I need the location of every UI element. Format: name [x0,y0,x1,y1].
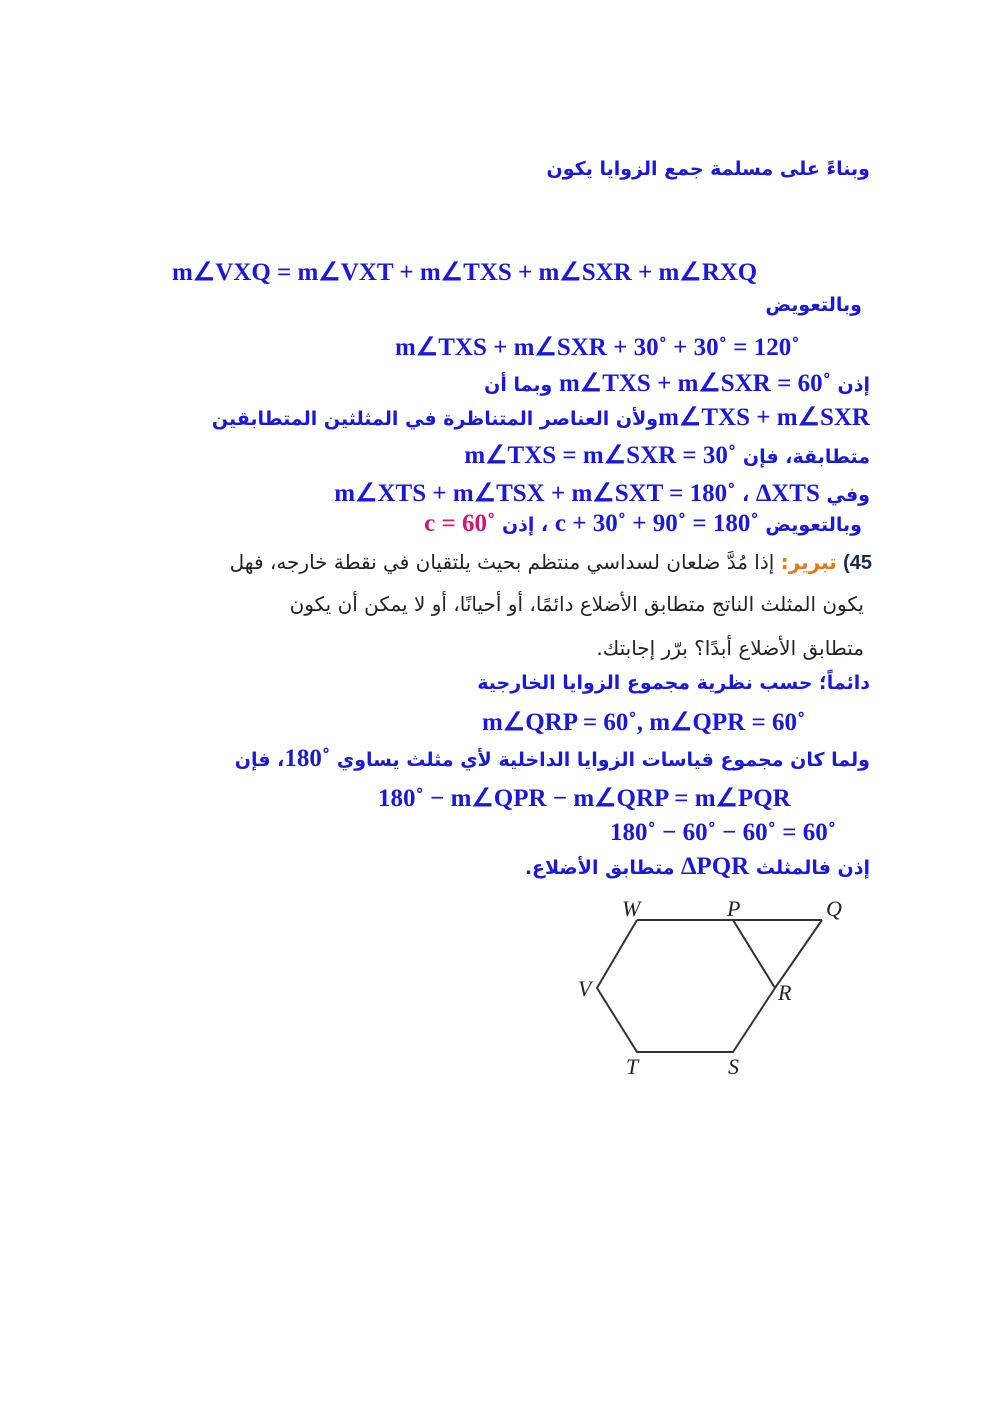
c-equation: c + 30˚ + 90˚ = 180˚ [554,510,759,537]
label-s: S [728,1054,739,1079]
angle-addition-equation: m∠VXQ = m∠VXT + m∠TXS + m∠SXR + m∠RXQ [172,259,758,286]
congruent-angles-equation: m∠TXS = m∠SXR = 30˚ [464,442,737,469]
solve-c-line [424,510,862,538]
since-word: وبما أن [484,374,553,396]
c-result: c = 60˚ [424,510,496,537]
sum-equation: m∠TXS + m∠SXR = 60˚ [558,370,831,397]
question-text-1: إذا مُدَّ ضلعان لسداسي منتظم بحيث يلتقيان في نقطة خارجه، فهل [229,550,775,574]
question-label: تبرير: [780,550,837,574]
then-word-2: ، إذن [501,514,549,536]
label-q: Q [826,896,842,921]
congruent-word: متطابقة، فإن [742,446,870,468]
interior-sum-line [235,745,870,773]
conclusion-then: إذن فالمثلث [755,857,870,879]
question-line-2: يكون المثلث الناتج متطابق الأضلاع دائمًا، أو أحيانًا، أو لا يمكن أن يكون [289,592,864,616]
answer-line-1 [477,672,870,694]
exterior-angles-equation: m∠QRP = 60˚, m∠QPR = 60˚ [482,709,806,736]
hexagon-figure [560,890,880,1080]
interior-sum-text: ولما كان مجموع قياسات الزوايا الداخلية لأي مثلث يساوي [336,749,870,771]
congruent-parts-line [212,402,870,432]
sum-result-line [484,368,870,398]
substitution-word: وبالتعويض [765,514,862,536]
label-t: T [626,1054,639,1079]
in-word: وفي [826,484,870,506]
congruent-parts-text: ولأن العناصر المتناظرة في المثلثين المتطابقين [211,408,659,430]
therefore-word: ، فإن [234,749,285,771]
label-w: W [622,896,641,921]
comma: ، [742,484,750,506]
triangle-pqr: ∆PQR [681,853,750,880]
congruent-angles-line [464,440,870,470]
then-word: إذن [837,374,870,396]
triangle-xts: ∆XTS [755,480,820,507]
label-v: V [578,976,592,1001]
angle-pair: m∠TXS + m∠SXR [658,404,870,431]
hexagon [597,920,775,1052]
triangle-sum-line [334,478,870,508]
label-p: P [727,896,741,921]
conclusion-equilateral: متطابق الأضلاع. [524,857,675,879]
question-line-1 [230,550,872,575]
extended-side-sq [775,920,822,988]
answer-always: دائماً؛ حسب نظرية مجموع الزوايا الخارجية [477,672,870,694]
pqr-angle-equation: 180˚ − m∠QPR − m∠QRP = m∠PQR [378,785,791,812]
triangle-sum-equation: m∠XTS + m∠TSX + m∠SXT = 180˚ [334,480,736,507]
conclusion-line [525,853,870,881]
question-line-3: متطابق الأضلاع أبدًا؟ برّر إجابتك. [596,636,864,660]
pqr-angle-computation: 180˚ − 60˚ − 60˚ = 60˚ [610,819,837,846]
interior-sum-value: 180˚ [284,745,331,772]
question-number: 45) [843,552,872,574]
substitution-label: وبالتعويض [765,294,862,316]
label-r: R [778,980,792,1005]
intro-line: وبناءً على مسلمة جمع الزوايا يكون [546,158,870,180]
substitution-equation: m∠TXS + m∠SXR + 30˚ + 30˚ = 120˚ [395,334,800,361]
